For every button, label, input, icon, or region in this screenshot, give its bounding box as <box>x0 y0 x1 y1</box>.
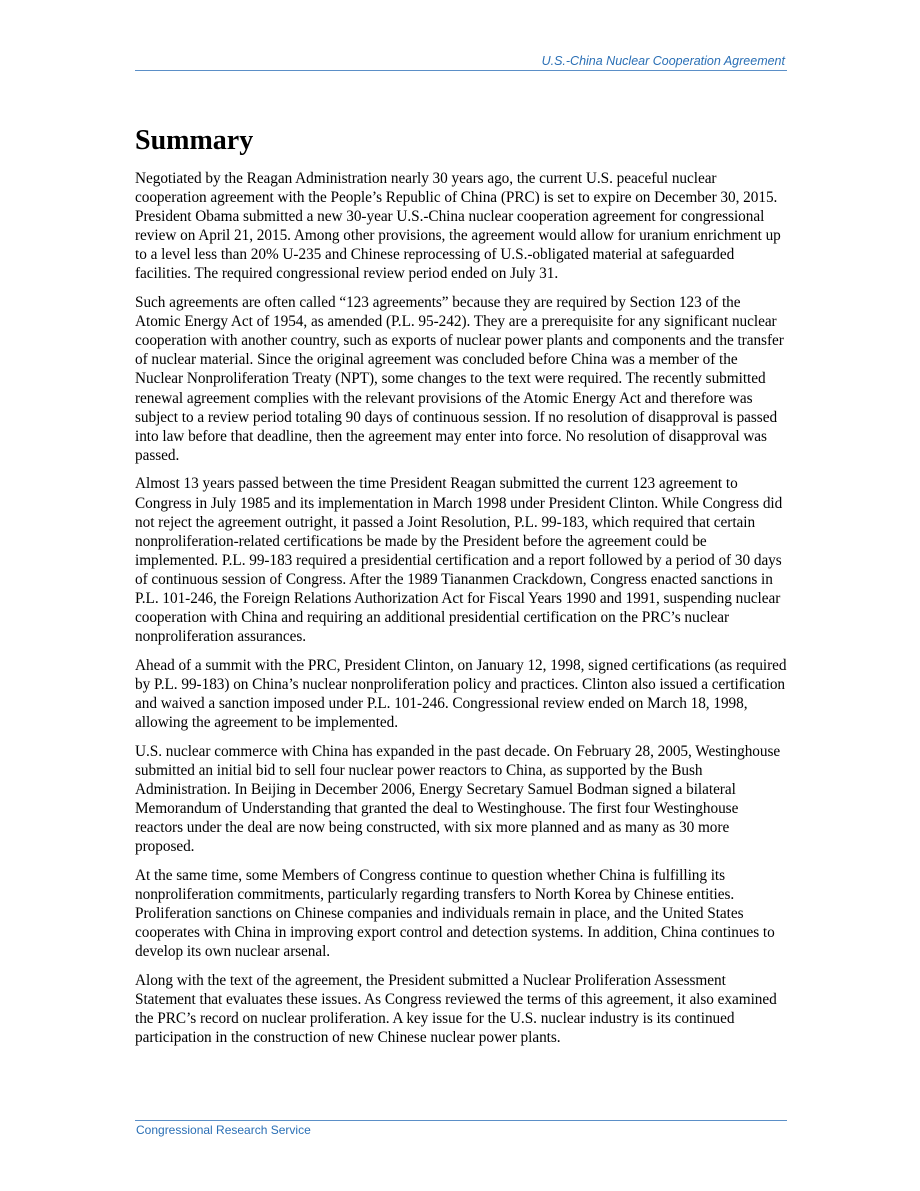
paragraph-3: Almost 13 years passed between the time President Reagan submitted the current 123 agreement to Congress in July 1985 and its implementation in March 1998 under President Clinton. While Congress did not reject the agreement outright, it passed a Joint Resolution, P.L. 99-183, which required that certain nonproliferation-related certifications be made by the President before the agreement could be implemented. P.L. 99-183 required a presidential certification and a report followed by a period of 30 days of continuous session of Congress. After the 1989 Tiananmen Crackdown, Congress enacted sanctions in P.L. 101-246, the Foreign Relations Authorization Act for Fiscal Years 1990 and 1991, suspending nuclear cooperation with China and requiring an additional presidential certification on the PRC’s nuclear nonproliferation assurances. <box>135 475 783 646</box>
footer-divider <box>135 1120 787 1121</box>
header-divider <box>135 70 787 71</box>
summary-section <box>135 124 787 1057</box>
footer-organization: Congressional Research Service <box>136 1123 311 1137</box>
section-title: Summary <box>135 125 254 156</box>
paragraph-7: Along with the text of the agreement, the President submitted a Nuclear Proliferation Assessment Statement that evaluates these issues. As Congress reviewed the terms of this agreement, it also examined the PRC’s record on nuclear proliferation. A key issue for the U.S. nuclear industry is its continued participation in the construction of new Chinese nuclear power plants. <box>135 971 777 1046</box>
running-header: U.S.-China Nuclear Cooperation Agreement <box>541 54 785 68</box>
paragraph-1: Negotiated by the Reagan Administration nearly 30 years ago, the current U.S. peaceful nuclear cooperation agreement with the People’s Republic of China (PRC) is set to expire on December 30, 2015. President Obama submitted a new 30-year U.S.-China nuclear cooperation agreement for congressional review on April 21, 2015. Among other provisions, the agreement would allow for uranium enrichment up to a level less than 20% U-235 and Chinese reprocessing of U.S.-obligated material at safeguarded facilities. The required congressional review period ended on July 31. <box>135 170 781 283</box>
paragraph-5: U.S. nuclear commerce with China has expanded in the past decade. On February 28, 2005, Westinghouse submitted an initial bid to sell four nuclear power reactors to China, as supported by the Bush Administration. In Beijing in December 2006, Energy Secretary Samuel Bodman signed a bilateral Memorandum of Understanding that granted the deal to Westinghouse. The first four Westinghouse reactors under the deal are now being constructed, with six more planned and as many as 30 more proposed. <box>135 742 781 856</box>
paragraph-4: Ahead of a summit with the PRC, President Clinton, on January 12, 1998, signed certifications (as required by P.L. 99-183) on China’s nuclear nonproliferation policy and practices. Clinton also issued a certification and waived a sanction imposed under P.L. 101-246. Congressional review ended on March 18, 1998, allowing the agreement to be implemented. <box>135 656 787 732</box>
paragraph-6: At the same time, some Members of Congress continue to question whether China is fulfilling its nonproliferation commitments, particularly regarding transfers to North Korea by Chinese entities. Proliferation sanctions on Chinese companies and individuals remain in place, and the United States cooperates with China in improving export control and detection systems. In addition, China continues to develop its own nuclear arsenal. <box>135 866 775 961</box>
paragraph-2: Such agreements are often called “123 agreements” because they are required by Section 123 of the Atomic Energy Act of 1954, as amended (P.L. 95-242). They are a prerequisite for any significant nuclear cooperation with another country, such as exports of nuclear power plants and components and the transfer of nuclear material. Since the original agreement was concluded before China was a member of the Nuclear Nonproliferation Treaty (NPT), some changes to the text were required. The recently submitted renewal agreement complies with the relevant provisions of the Atomic Energy Act and therefore was subject to a review period totaling 90 days of continuous session. If no resolution of disapproval is passed into law before that deadline, then the agreement may enter into force. No resolution of disapproval was passed. <box>135 294 784 464</box>
